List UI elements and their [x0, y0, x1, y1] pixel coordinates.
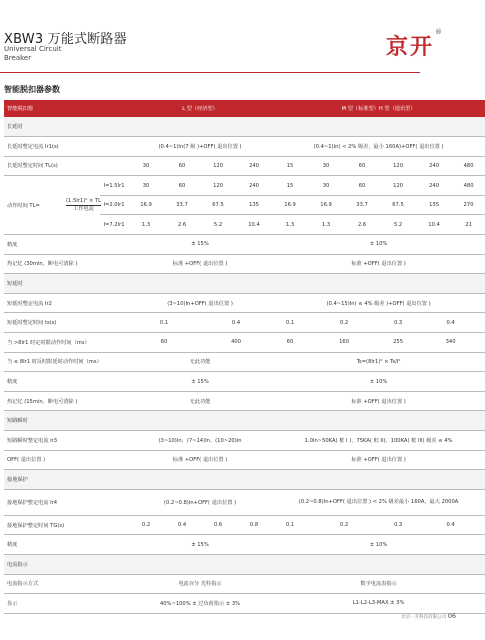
- section-row: [4, 554, 485, 574]
- table-row: [4, 515, 485, 535]
- spec-table: [4, 100, 485, 614]
- header-cell: L 型（经济型）: [128, 100, 272, 117]
- section-row: [4, 117, 485, 137]
- row-label: 接地保护整定时间 TG(s): [4, 515, 128, 535]
- cell: 标准 +OFF( 退出位置 ): [272, 254, 485, 274]
- table-row: [4, 489, 485, 515]
- brand-logo: 京开: [385, 35, 434, 60]
- cell: 0.4: [416, 515, 485, 535]
- cell: 10.4: [236, 215, 272, 235]
- table-row: [4, 176, 485, 196]
- cell: 60: [164, 176, 200, 196]
- cell: 400: [200, 333, 272, 353]
- cell: 16.9: [272, 195, 308, 215]
- cell: 480: [452, 156, 485, 176]
- section-row: [4, 274, 485, 294]
- table-row: [4, 535, 485, 555]
- section-row: [4, 411, 485, 431]
- table-row: [4, 137, 485, 157]
- cell: L1-L2-L3-MAX ± 3%: [272, 594, 485, 614]
- cell: 21: [452, 215, 485, 235]
- cell: 0.4: [164, 515, 200, 535]
- row-label: 显示: [4, 594, 128, 614]
- row-label: 短延时整定时间 ts(s): [4, 313, 128, 333]
- cell: 240: [416, 176, 452, 196]
- cell: 16.9: [308, 195, 344, 215]
- row-label: 当 ≤ 8Ir1 时反时限延时动作时间（ms）: [4, 352, 128, 372]
- cell: 67.5: [380, 195, 416, 215]
- cell: (0.2~0.8)In+OFF( 退出位置 ): [128, 489, 272, 515]
- cell: ± 10%: [272, 372, 485, 392]
- table-row: [4, 254, 485, 274]
- table-header-row: [4, 100, 485, 117]
- cell: 标准 +OFF( 退出位置 ): [128, 254, 272, 274]
- cell: (3~10)In、(7~14)In、(10~20)In: [128, 431, 272, 451]
- section-title: 智能脱扣器参数: [4, 85, 60, 94]
- cell: 135: [236, 195, 272, 215]
- row-label: 精度: [4, 372, 128, 392]
- table-row: [4, 431, 485, 451]
- row-label: 精度: [4, 235, 128, 255]
- cell: 135: [416, 195, 452, 215]
- formula-denominator: 工作电流: [73, 205, 94, 212]
- cell: 电流百分 光柱指示: [128, 574, 272, 594]
- table-row: [4, 450, 485, 470]
- row-label: 短路瞬时整定电流 Ir3: [4, 431, 128, 451]
- header-cell: 智能脱扣器: [4, 100, 128, 117]
- cell: 0.3: [380, 313, 416, 333]
- cell: 0.2: [308, 515, 380, 535]
- cell: 0.1: [272, 313, 308, 333]
- cell: 120: [380, 156, 416, 176]
- cell: ± 10%: [272, 535, 485, 555]
- cell: 160: [308, 333, 380, 353]
- cell: 40%~100% ± 过负荷指示 ± 3%: [128, 594, 272, 614]
- cond-cell: I=2.0Ir1: [100, 195, 128, 215]
- cell: 标准 +OFF( 退出位置 ): [272, 391, 485, 411]
- page-footer: [401, 612, 456, 620]
- cell: 240: [236, 156, 272, 176]
- cell: ± 10%: [272, 235, 485, 255]
- table-row: [4, 574, 485, 594]
- cell: 0.2: [128, 515, 164, 535]
- cell: 33.7: [344, 195, 380, 215]
- table-row: [4, 313, 485, 333]
- row-label: 当 >8Ir1 时定时限动作时间（ms）: [4, 333, 128, 353]
- cell: 数字电流表指示: [272, 574, 485, 594]
- cell: ± 15%: [128, 235, 272, 255]
- cell: 255: [380, 333, 416, 353]
- section-label: 长延时: [4, 117, 485, 137]
- cell: 标准 +OFF( 退出位置 ): [128, 450, 272, 470]
- cell: 标准 +OFF( 退出位置 ): [272, 450, 485, 470]
- cond-cell: I=1.5Ir1: [100, 176, 128, 196]
- cell: 120: [200, 156, 236, 176]
- table-row: [4, 333, 485, 353]
- row-label: 短延时整定电流 Ir2: [4, 293, 128, 313]
- cell: 10.4: [416, 215, 452, 235]
- section-label: 接地保护: [4, 470, 485, 490]
- formula-numerator: (1.5Ir1)² × TL: [66, 198, 102, 205]
- cell: 15: [272, 156, 308, 176]
- cell: 270: [452, 195, 485, 215]
- table-row: [4, 391, 485, 411]
- cell: 无此功能: [128, 352, 272, 372]
- row-label: 热记忆 (30min，断电可清除 ): [4, 254, 128, 274]
- cell: 无此功能: [128, 391, 272, 411]
- cell: 67.5: [200, 195, 236, 215]
- page-subtitle-1: Universal Circuit: [4, 45, 62, 53]
- cell: (0.4~1)In(7 级 )+OFF( 退出位置 ): [128, 137, 272, 157]
- table-row: [4, 293, 485, 313]
- row-label: 动作时间 TL=: [4, 176, 64, 235]
- header-divider: [0, 72, 420, 73]
- cell: 16.9: [128, 195, 164, 215]
- section-label: 短路瞬时: [4, 411, 485, 431]
- row-label: 长延时整定时间 TL(s): [4, 156, 128, 176]
- registered-mark: ®: [435, 28, 442, 36]
- row-label: 热记忆 (15min，断电可清除 ): [4, 391, 128, 411]
- section-label: 短延时: [4, 274, 485, 294]
- table-row: [4, 372, 485, 392]
- row-label: 电流指示方式: [4, 574, 128, 594]
- table-row: [4, 235, 485, 255]
- page-title: XBW3 万能式断路器: [4, 32, 127, 47]
- cell: 340: [416, 333, 485, 353]
- cell: 30: [128, 176, 164, 196]
- cond-cell: I=7.2Ir1: [100, 215, 128, 235]
- cell: 1.0In~50KA( 框 I )、75KA( 框 II)、100KA( 框 III) 级差 ≤ 4%: [272, 431, 485, 451]
- row-label: OFF( 退出位置 ): [4, 450, 128, 470]
- table-row: [4, 156, 485, 176]
- cell: 1.3: [272, 215, 308, 235]
- section-row: [4, 470, 485, 490]
- cell: (0.4~1)In( < 2% 级差，最小 160A)+OFF( 退出位置 ): [272, 137, 485, 157]
- cell: 0.6: [200, 515, 236, 535]
- cell: 1.3: [128, 215, 164, 235]
- cell: 0.1: [272, 515, 308, 535]
- cell: 30: [128, 156, 164, 176]
- cell: 0.4: [200, 313, 272, 333]
- footer-company: 北京一开科技有限公司: [401, 615, 447, 620]
- cell: 120: [380, 176, 416, 196]
- row-label: 长延时整定电流 Ir1(s): [4, 137, 128, 157]
- cell: 0.1: [128, 313, 200, 333]
- table-row: [4, 594, 485, 614]
- cell: (0.4~15)In( ≤ 4% 级差 )+OFF( 退出位置 ): [272, 293, 485, 313]
- cell: 60: [272, 333, 308, 353]
- cell: ± 15%: [128, 535, 272, 555]
- cell: 5.2: [200, 215, 236, 235]
- cell: 120: [200, 176, 236, 196]
- cell: 60: [344, 156, 380, 176]
- cell: 0.3: [380, 515, 416, 535]
- cell: 0.4: [416, 313, 485, 333]
- cell: 60: [128, 333, 200, 353]
- cell: 30: [308, 176, 344, 196]
- cell: 2.6: [164, 215, 200, 235]
- cell: 30: [308, 156, 344, 176]
- cell: 240: [236, 176, 272, 196]
- cell: 2.6: [344, 215, 380, 235]
- cell: 0.8: [236, 515, 272, 535]
- cell: 240: [416, 156, 452, 176]
- header-cell: M 型（标准型）H 型（通讯型）: [272, 100, 485, 117]
- page-number: 06: [447, 612, 456, 620]
- cell: 60: [164, 156, 200, 176]
- cell: (0.2~0.8)In+OFF( 退出位置 ) < 2% 级差最小 160A，最大 2000A: [272, 489, 485, 515]
- cell: 1.3: [308, 215, 344, 235]
- row-label: 接地保护整定电流 Ir4: [4, 489, 128, 515]
- cell: 33.7: [164, 195, 200, 215]
- table-row: [4, 352, 485, 372]
- cell: Ts=(8Ir1)² × Ts/I²: [272, 352, 485, 372]
- cell: ± 15%: [128, 372, 272, 392]
- cell: 0.2: [308, 313, 380, 333]
- row-label: 精度: [4, 535, 128, 555]
- cell: 5.2: [380, 215, 416, 235]
- cell: (3~10)In+OFF( 退出位置 ): [128, 293, 272, 313]
- cell: 15: [272, 176, 308, 196]
- page-subtitle-2: Breaker: [4, 54, 32, 62]
- cell: 60: [344, 176, 380, 196]
- formula: [64, 176, 100, 235]
- section-label: 电流指示: [4, 554, 485, 574]
- cell: 480: [452, 176, 485, 196]
